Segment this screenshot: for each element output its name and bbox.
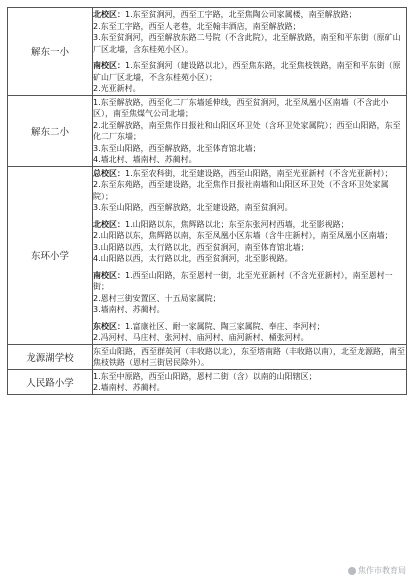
campus-block [93,219,406,265]
campus-block [93,97,406,166]
area-line [93,253,406,265]
campus-block [93,346,406,369]
table-row [8,95,407,166]
area-text: 1.东至贫涧河（建设路以北），西至焦东路，北至焦枝铁路，南至和平东街（原矿山厂区北墙，不含东桂苑小区）； [93,61,401,82]
area-line [93,143,406,155]
school-name: 解东二小 [8,95,93,166]
service-area [93,95,407,166]
area-line [93,9,406,21]
campus-block [93,371,406,394]
area-text: 2.冯河村、马庄村、张河村、庙河村、庙河新村、桶张河村。 [93,333,309,342]
area-text: 2.东至工字路，西至人老巷，北至翰丰酒店，南至解放路； [93,21,301,31]
enrollment-zone-table [7,7,407,395]
campus-label: 东校区： [93,321,125,331]
area-text: 2.光亚新村。 [93,84,141,93]
area-line [93,168,406,180]
campus-block [93,270,406,316]
area-text: 1.西至山阳路，东至恩村一街，北至光亚新村（不含光亚新村），南至恩村一街； [93,270,393,291]
area-text: 2.东至东苑路，西至建设路，北至焦作日报社南墙和山阳区环卫处（不含环卫处家属院）； [93,180,389,201]
area-text: 3.墙南村、苏蔺村。 [93,305,165,314]
area-line [93,97,406,120]
campus-block [93,321,406,344]
table-row [8,344,407,369]
area-text: 2.墙南村、苏蔺村。 [93,383,165,392]
area-text: 4.墙北村、墙南村、苏蔺村。 [93,155,197,164]
area-line [93,293,406,305]
area-text: 1.东至中原路，西至山阳路，恩村二街（含）以南的山阳辖区； [93,371,317,381]
watermark-text: 焦作市教育局 [358,566,406,575]
wechat-icon [348,567,356,575]
area-line [93,202,406,214]
area-text: 3.东至贫涧河，西至解放东路二号院（不含此院），北至解放路，南至和平东街（原矿山厂区北墙，含东桂苑小区）。 [93,33,401,54]
area-line [93,32,406,55]
area-text: 1.东至解放路，西至化二厂东墙延伸线，西至贫涧河，北至凤凰小区南墙（不含此小区），南至焦煤气公司北墙； [93,97,389,118]
area-line [93,371,406,383]
service-area [93,8,407,96]
table-row [8,369,407,394]
table-body [8,8,407,395]
area-line [93,219,406,231]
service-area [93,369,407,394]
campus-label: 北校区： [93,10,125,19]
area-text: 3.东至山阳路，西至解放路，北至建设路，南至贫涧河。 [93,203,293,212]
service-area [93,166,407,344]
campus-label: 南校区： [93,61,125,70]
area-line [93,270,406,293]
area-line [93,230,406,242]
area-text: 4.山阳路以西，太行路以北，西至贫涧河，北至影视路。 [93,254,293,263]
area-line [93,60,406,83]
school-name: 人民路小学 [8,369,93,394]
service-area [93,344,407,369]
area-text: 2.恩村三街安置区、十五局家属院； [93,293,221,303]
area-text: 1.东至农科街，北至建设路，西至山阳路，南至光亚新村（不含光亚新村）； [125,168,393,178]
area-line [93,346,406,369]
area-text: 1.东至贫涧河，西至工字路，北至焦陶公司家属楼，南至解放路； [125,10,357,19]
campus-block [93,168,406,214]
school-name: 东环小学 [8,166,93,344]
area-text: 2.山阳路以东，焦辉路以南，东至凤凰小区东墙（含牛庄新村），南至凤凰小区南墙； [93,231,393,240]
campus-label: 总校区： [93,168,125,178]
school-name: 解东一小 [8,8,93,96]
area-line [93,332,406,344]
area-line [93,242,406,254]
campus-label: 北校区： [93,219,125,229]
area-line [93,382,406,394]
area-line [93,179,406,202]
watermark [348,565,406,576]
area-text: 1.山阳路以东，焦辉路以北；东至东张河村西墙，北至影视路； [125,219,349,229]
area-line [93,83,406,95]
area-text: 3.山阳路以西，太行路以北，西至贫涧河，南至体育馆北墙； [93,242,309,252]
area-text: 东至山阳路，西至群英河（丰收路以北），东至塔南路（丰收路以南），北至龙源路，南至焦枝铁路（恩村三街居民除外）。 [93,346,405,367]
table-row [8,166,407,344]
campus-block [93,60,406,95]
campus-block [93,9,406,55]
school-name: 龙源湖学校 [8,344,93,369]
area-line [93,154,406,166]
area-line [93,120,406,143]
area-text: 1.富康社区、耐一家属院、陶三家属院、奉庄、李河村； [125,321,325,331]
area-text: 3.东至山阳路，西至解放路，北至体育馆北墙； [93,143,261,153]
area-line [93,304,406,316]
campus-label: 南校区： [93,270,125,280]
area-line [93,21,406,33]
area-line [93,321,406,333]
table-row [8,8,407,96]
area-text: 2.北至解放路，南至焦作日报社和山阳区环卫处（含环卫处家属院）；西至山阳路，东至化二厂东墙； [93,120,401,141]
